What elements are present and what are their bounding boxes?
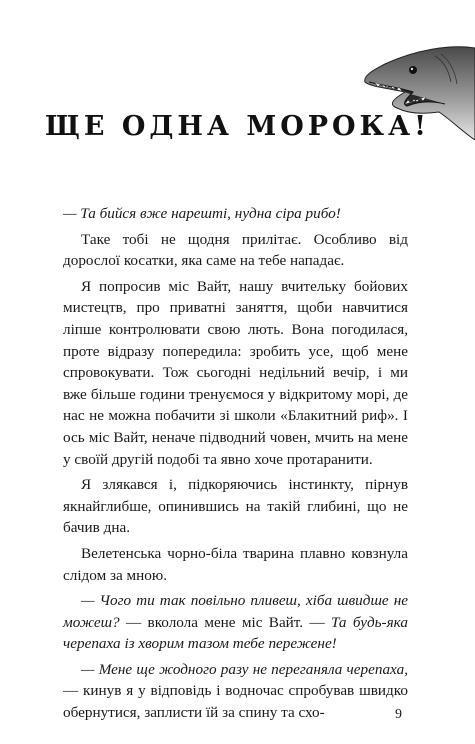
italic-text: — Мене ще жодного разу не переганяла черепаха, [81,660,408,678]
paragraph [63,276,408,470]
page-number: 9 [395,707,402,722]
italic-text: — Та бийся вже нарешті, нудна сіра рибо! [63,205,341,222]
text-run: — кинув я у відповідь і водночас спробував швидко обернутися, заплисти їй за спину та схо- [63,682,408,722]
paragraph [63,543,408,586]
paragraph [63,203,408,225]
paragraph [63,229,408,272]
text-run: Велетенська чорно-біла тварина плавно ковзнула слідом за мною. [63,544,408,584]
paragraph [63,659,408,724]
italic-text: Та будь-яка черепаха із хворим тазом тебе пережене! [63,613,408,653]
italic-text: — Чого ти так повільно пливеш, хіба швидше не можеш? [63,592,408,631]
text-run: — вколола мене міс Вайт. — [119,613,331,631]
text-run: Таке тобі не щодня прилітає. Особливо від дорослої косатки, яка саме на тебе нападає. [63,230,408,270]
text-run: Я злякався і, підкоряючись інстинкту, пірнув якнайглибше, опинившись на такій глибині, що не бачив дна. [63,476,408,537]
body-text [63,203,408,724]
chapter-title: ЩЕ ОДНА МОРОКА! [45,111,430,142]
text-run: Я попросив міс Вайт, нашу вчительку бойових мистецтв, про приватні заняття, щоби навчитися ліпше контролювати свою лють. Вона погодилася, проте відразу попередила: зробить усе, щоб мене спровокувати. Тож сьогодні недільний вечір, і ми вже більше години тренуємося у відкритому морі, де нас не можна побачити зі школи «Блакитний риф». І ось міс Вайт, неначе підводний човен, мчить на мене у своїй другій подобі та явно хоче протаранити. [63,277,408,468]
paragraph [63,474,408,539]
paragraph [63,590,408,655]
